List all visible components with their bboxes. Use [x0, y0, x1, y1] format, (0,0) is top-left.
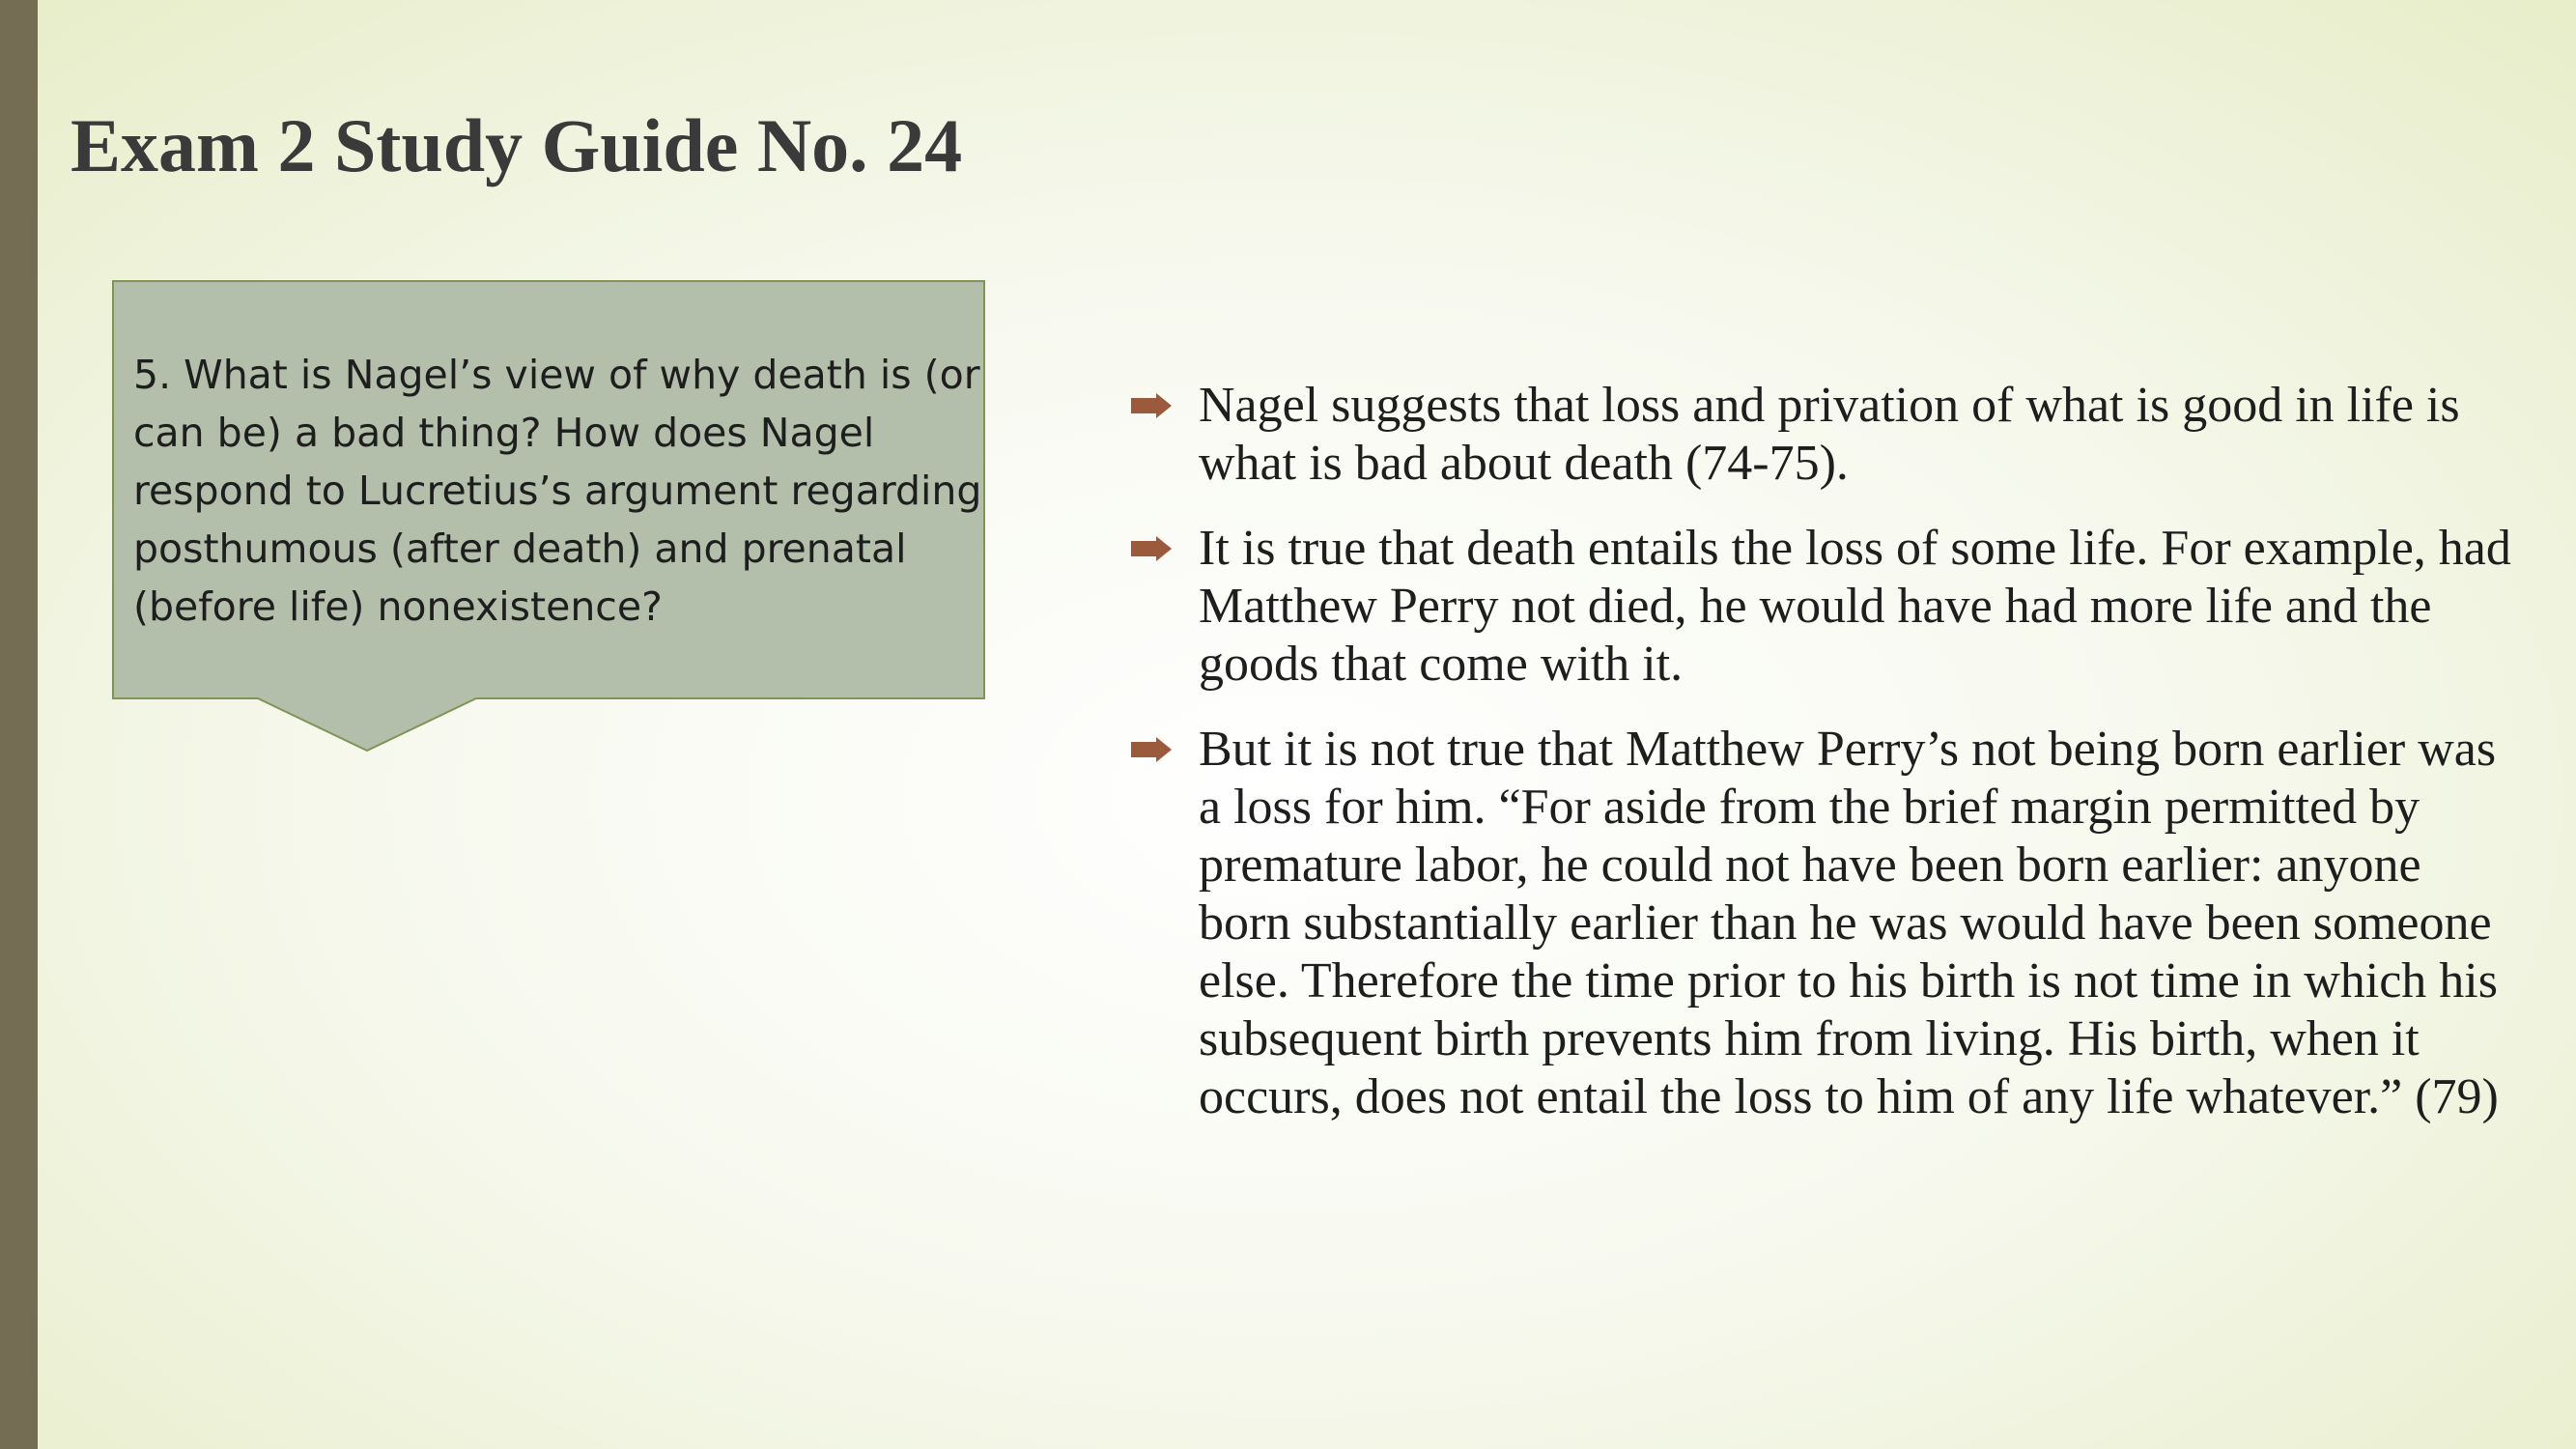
slide-title: Exam 2 Study Guide No. 24 — [71, 103, 963, 187]
accent-bar — [0, 0, 38, 1449]
question-text: 5. What is Nagel’s view of why death is (or can be) a bad thing? How does Nagel respond to Lucretius’s argument regarding posthumous (after death) and prenatal (before life) nonexistence? — [133, 352, 982, 630]
bullet-text: But it is not true that Matthew Perry’s not being born earlier was a loss for him. “For aside from the brief margin permitted by premature labor, he could not have been born earlier: anyone born substantially earlier than he was would have been someone else. Therefore the time prior to his birth is not time in which his subsequent birth prevents him from living. His birth, when it occurs, does not entail the loss to him of any life whatever.” (79) — [1199, 722, 2499, 1124]
question-callout — [112, 280, 985, 752]
bullet-list — [1128, 377, 2519, 1153]
arrow-right-icon — [1131, 393, 1172, 418]
bullet-item — [1128, 377, 2519, 493]
bullet-item — [1128, 520, 2519, 694]
arrow-right-icon — [1131, 536, 1172, 561]
bullet-item — [1128, 721, 2519, 1126]
bullet-text: It is true that death entails the loss of some life. For example, had Matthew Perry not died, he would have had more life and the goods that come with it. — [1199, 521, 2511, 692]
arrow-right-icon — [1131, 737, 1172, 762]
bullet-text: Nagel suggests that loss and privation of what is good in life is what is bad about death (74-75). — [1199, 378, 2460, 491]
